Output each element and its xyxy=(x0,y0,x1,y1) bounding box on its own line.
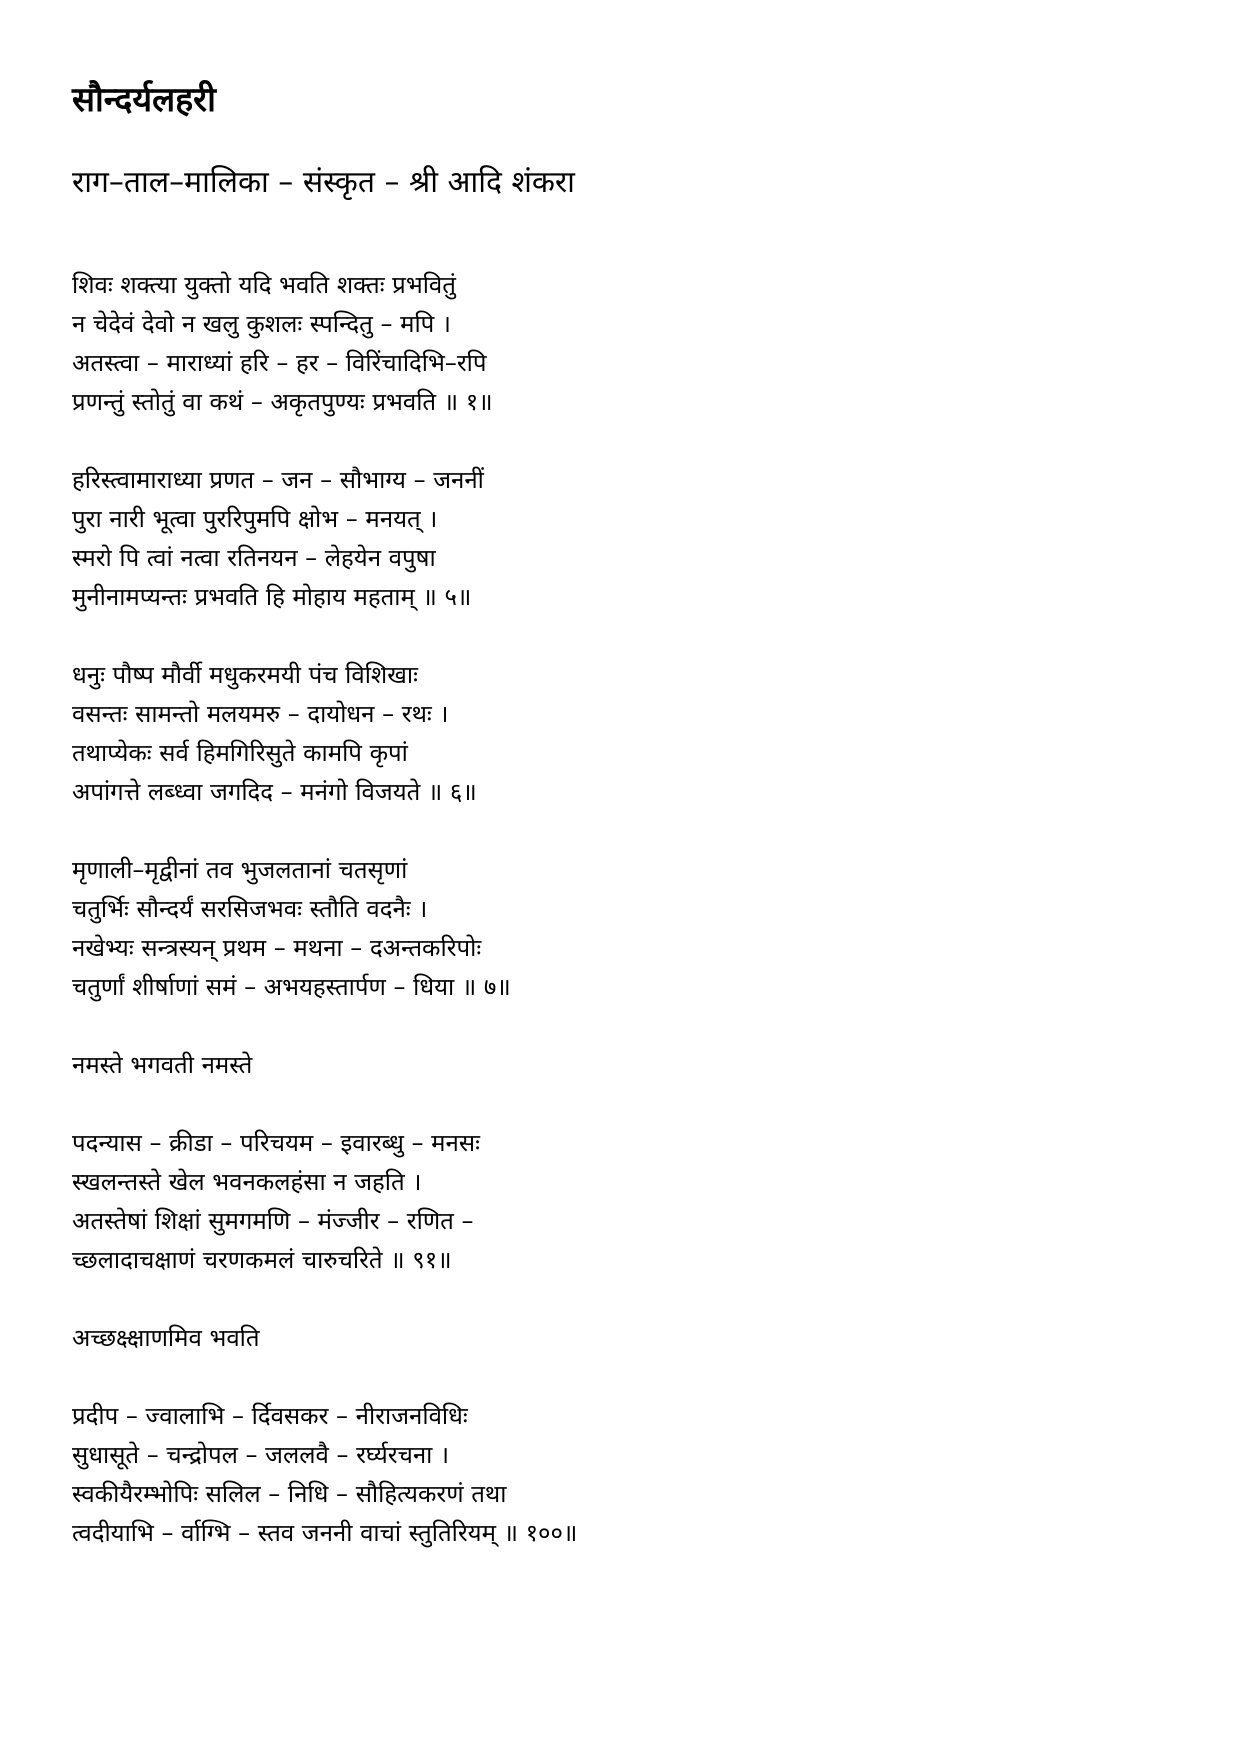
stanza-7 xyxy=(72,851,1172,1007)
verse-line: हरिस्त्वामाराध्या प्रणत – जन – सौभाग्य – जननीं xyxy=(72,466,484,494)
stanza-1 xyxy=(72,266,1172,422)
stanza-6 xyxy=(72,656,1172,812)
verse-line: अपांगत्ते लब्ध्वा जगदिद – मनंगो विजयते ॥ ६॥ xyxy=(72,778,477,806)
verse-line: स्वकीयैरम्भोपिः सलिल – निधि – सौहित्यकरणं तथा xyxy=(72,1480,507,1508)
verse-line: चतुर्भिः सौन्दर्यं सरसिजभवः स्तौति वदनैः । xyxy=(72,895,428,923)
verse-line: वसन्तः सामन्तो मलयमरु – दायोधन – रथः । xyxy=(72,700,449,728)
document-subtitle: राग–ताल–मालिका – संस्कृत – श्री आदि शंकरा xyxy=(72,165,575,200)
verse-line: प्रदीप – ज्वालाभि – र्दिवसकर – नीराजनविधिः xyxy=(72,1402,468,1430)
document-page xyxy=(72,70,1172,1592)
verse-line: तथाप्येकः सर्व हिमगिरिसुते कामपि कृपां xyxy=(72,739,408,767)
stanza-91 xyxy=(72,1124,1172,1280)
stanza-5 xyxy=(72,461,1172,617)
verse-line: चतुर्णां शीर्षाणां समं – अभयहस्तार्पण – धिया ॥ ७॥ xyxy=(72,973,511,1001)
verse-line: च्छलादाचक्षाणं चरणकमलं चारुचरिते ॥ ९१॥ xyxy=(72,1246,452,1274)
refrain-namaste: नमस्ते भगवती नमस्ते xyxy=(72,1051,253,1079)
verse-line: पुरा नारी भूत्वा पुररिपुमपि क्षोभ – मनयत् । xyxy=(72,505,438,533)
verse-line: पदन्यास – क्रीडा – परिचयम – इवारब्धु – मनसः xyxy=(72,1129,480,1157)
verse-line: मृणाली–मृद्वीनां तव भुजलतानां चतसृणां xyxy=(72,856,408,884)
verse-line: स्मरो पि त्वां नत्वा रतिनयन – लेहयेन वपुषा xyxy=(72,544,436,572)
refrain-bhavati: अच्छक्ष्क्षाणमिव भवति xyxy=(72,1324,260,1352)
verses xyxy=(72,266,1172,1553)
verse-line: अतस्तेषां शिक्षां सुमगमणि – मंज्जीर – रणित – xyxy=(72,1207,474,1235)
verse-line: सुधासूते – चन्द्रोपल – जललवै – रर्घ्यरचना । xyxy=(72,1441,450,1469)
verse-line: शिवः शक्त्या युक्तो यदि भवति शक्तः प्रभवितुं xyxy=(72,271,456,299)
verse-line: नखेभ्यः सन्त्रस्यन् प्रथम – मथना – दअन्तकरिपोः xyxy=(72,934,482,962)
verse-line: प्रणन्तुं स्तोतुं वा कथं – अकृतपुण्यः प्रभवति ॥ १॥ xyxy=(72,388,493,416)
document-title: सौन्दर्यलहरी xyxy=(72,80,216,120)
verse-line: न चेदेवं देवो न खलु कुशलः स्पन्दितु – मपि । xyxy=(72,310,452,338)
verse-line: त्वदीयाभि – र्वाग्भि – स्तव जननी वाचां स्तुतिरियम् ॥ १००॥ xyxy=(72,1519,578,1547)
verse-line: मुनीनामप्यन्तः प्रभवति हि मोहाय महताम् ॥ ५॥ xyxy=(72,583,472,611)
stanza-100 xyxy=(72,1397,1172,1553)
verse-line: स्खलन्तस्ते खेल भवनकलहंसा न जहति । xyxy=(72,1168,422,1196)
verse-line: धनुः पौष्प मौर्वी मधुकरमयी पंच विशिखाः xyxy=(72,661,418,689)
verse-line: अतस्त्वा – माराध्यां हरि – हर – विरिंचादिभि–रपि xyxy=(72,349,487,377)
